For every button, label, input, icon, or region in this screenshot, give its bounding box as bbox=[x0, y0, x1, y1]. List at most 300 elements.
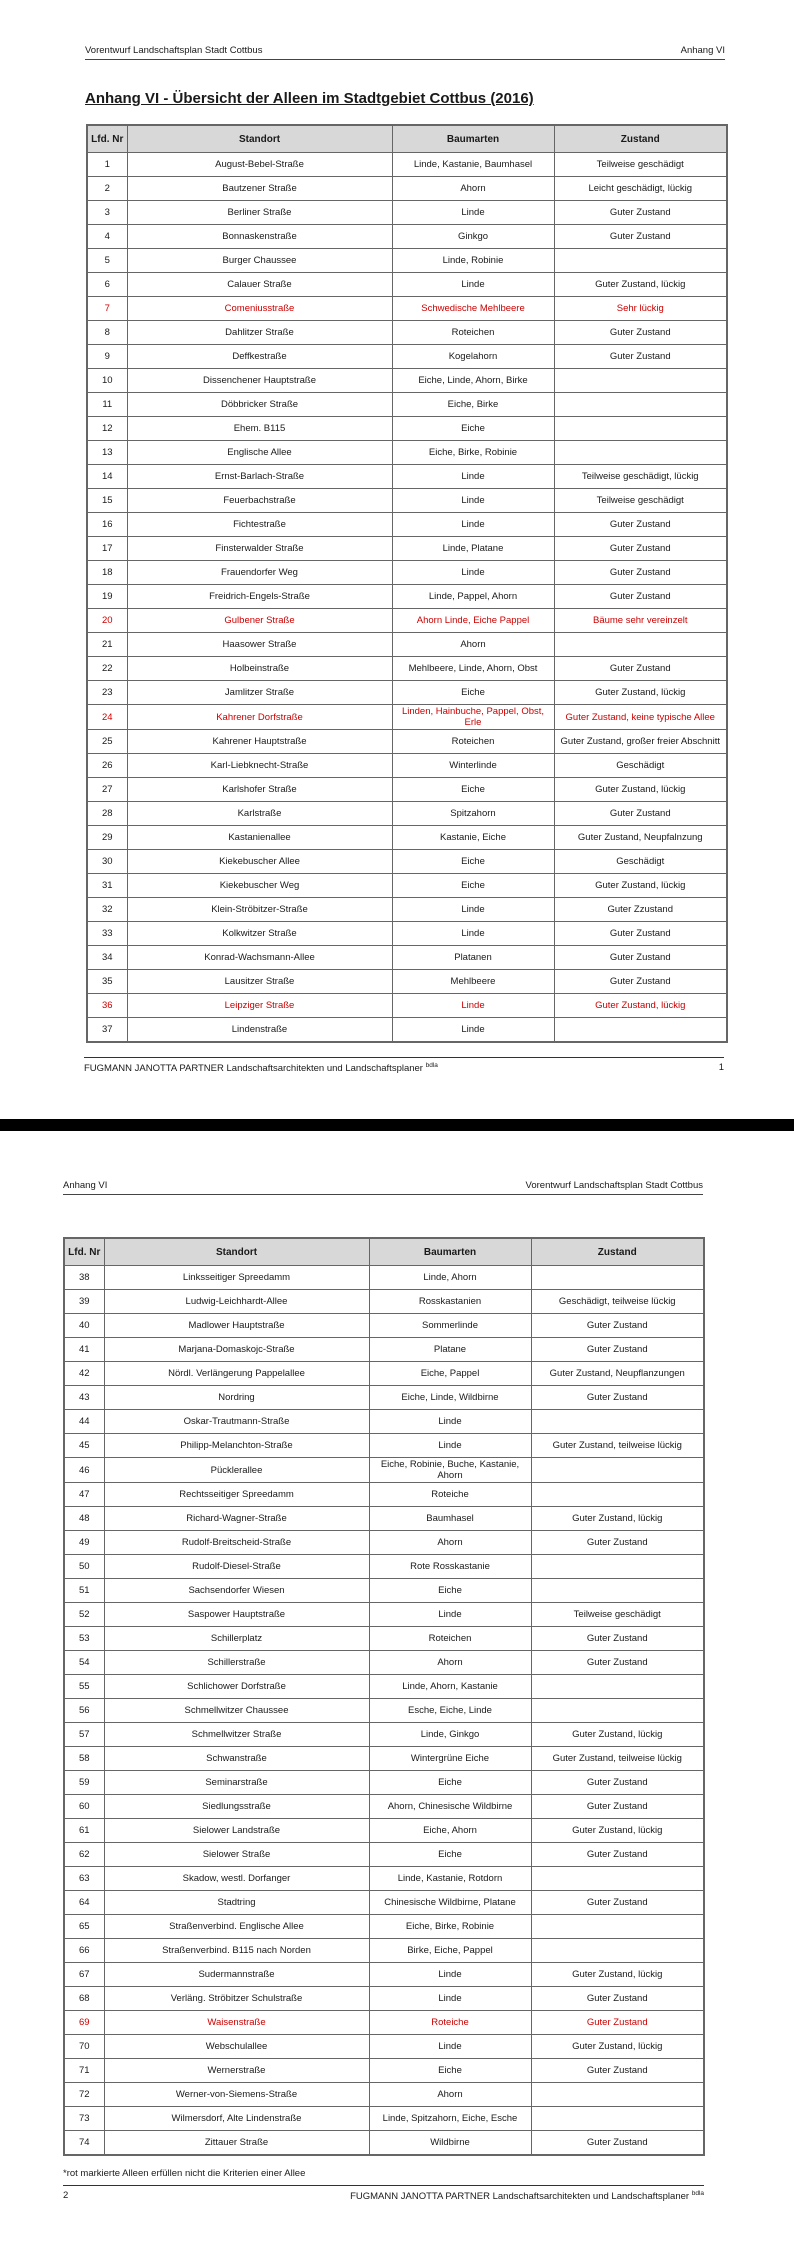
cell-baumarten: Winterlinde bbox=[392, 754, 554, 778]
cell-standort: Feuerbachstraße bbox=[127, 489, 392, 513]
cell-standort: Rudolf-Diesel-Straße bbox=[104, 1555, 369, 1579]
cell-nr: 63 bbox=[64, 1867, 104, 1891]
table-row bbox=[87, 681, 727, 705]
cell-nr: 22 bbox=[87, 657, 127, 681]
page-footer bbox=[84, 1057, 724, 1074]
cell-baumarten: Linde, Ahorn, Kastanie bbox=[369, 1675, 531, 1699]
cell-standort: Schmellwitzer Chaussee bbox=[104, 1699, 369, 1723]
cell-zustand bbox=[531, 1266, 704, 1290]
column-header-zustand: Zustand bbox=[531, 1238, 704, 1266]
cell-nr: 64 bbox=[64, 1891, 104, 1915]
footer-company-text: FUGMANN JANOTTA PARTNER Landschaftsarchitekten und Landschaftsplaner $^{bdla}$ bbox=[350, 2190, 704, 2203]
cell-baumarten: Ahorn Linde, Eiche Pappel bbox=[392, 609, 554, 633]
footer-superscript: bdla bbox=[425, 1062, 438, 1069]
cell-zustand bbox=[531, 1483, 704, 1507]
cell-zustand: Guter Zustand bbox=[554, 657, 727, 681]
cell-zustand bbox=[531, 1867, 704, 1891]
cell-baumarten: Baumhasel bbox=[369, 1507, 531, 1531]
cell-baumarten: Linde bbox=[369, 2035, 531, 2059]
header-right-text: Anhang VI bbox=[680, 45, 725, 56]
table-row bbox=[87, 201, 727, 225]
cell-standort: Fichtestraße bbox=[127, 513, 392, 537]
cell-zustand: Guter Zustand, lückig bbox=[531, 2035, 704, 2059]
cell-standort: Freidrich-Engels-Straße bbox=[127, 585, 392, 609]
cell-nr: 2 bbox=[87, 177, 127, 201]
table-row bbox=[87, 465, 727, 489]
cell-standort: Klein-Ströbitzer-Straße bbox=[127, 898, 392, 922]
cell-standort: Schmellwitzer Straße bbox=[104, 1723, 369, 1747]
cell-baumarten: Linden, Hainbuche, Pappel, Obst, Erle bbox=[392, 705, 554, 730]
table-row bbox=[87, 441, 727, 465]
table-row bbox=[64, 1723, 704, 1747]
table-row bbox=[64, 1338, 704, 1362]
cell-baumarten: Linde bbox=[369, 1987, 531, 2011]
table-row bbox=[87, 249, 727, 273]
cell-standort: Kolkwitzer Straße bbox=[127, 922, 392, 946]
cell-standort: Haasower Straße bbox=[127, 633, 392, 657]
cell-nr: 59 bbox=[64, 1771, 104, 1795]
cell-zustand: Guter Zustand, großer freier Abschnitt bbox=[554, 730, 727, 754]
cell-nr: 58 bbox=[64, 1747, 104, 1771]
cell-baumarten: Linde, Ginkgo bbox=[369, 1723, 531, 1747]
page-number: 1 bbox=[718, 1062, 724, 1073]
cell-nr: 37 bbox=[87, 1018, 127, 1043]
cell-nr: 18 bbox=[87, 561, 127, 585]
cell-baumarten: Linde bbox=[369, 1963, 531, 1987]
page-footer bbox=[63, 2185, 704, 2202]
cell-baumarten: Linde bbox=[392, 489, 554, 513]
cell-baumarten: Ahorn bbox=[392, 177, 554, 201]
cell-zustand bbox=[531, 1915, 704, 1939]
cell-baumarten: Linde, Platane bbox=[392, 537, 554, 561]
cell-standort: Calauer Straße bbox=[127, 273, 392, 297]
cell-standort: Sachsendorfer Wiesen bbox=[104, 1579, 369, 1603]
cell-standort: Gulbener Straße bbox=[127, 609, 392, 633]
cell-zustand bbox=[531, 1555, 704, 1579]
cell-zustand: Guter Zustand bbox=[531, 1338, 704, 1362]
cell-nr: 1 bbox=[87, 153, 127, 177]
cell-nr: 11 bbox=[87, 393, 127, 417]
table-row bbox=[64, 1362, 704, 1386]
table-row bbox=[64, 1410, 704, 1434]
cell-baumarten: Roteichen bbox=[369, 1627, 531, 1651]
cell-standort: Kahrener Dorfstraße bbox=[127, 705, 392, 730]
cell-nr: 69 bbox=[64, 2011, 104, 2035]
cell-nr: 44 bbox=[64, 1410, 104, 1434]
cell-nr: 25 bbox=[87, 730, 127, 754]
table-row bbox=[87, 705, 727, 730]
cell-zustand: Guter Zustand bbox=[531, 2059, 704, 2083]
cell-nr: 47 bbox=[64, 1483, 104, 1507]
cell-zustand: Guter Zustand, lückig bbox=[554, 778, 727, 802]
cell-nr: 5 bbox=[87, 249, 127, 273]
document-page-1 bbox=[0, 0, 794, 1119]
table-row bbox=[64, 1627, 704, 1651]
cell-standort: Schwanstraße bbox=[104, 1747, 369, 1771]
cell-zustand: Guter Zustand, lückig bbox=[554, 273, 727, 297]
cell-standort: Oskar-Trautmann-Straße bbox=[104, 1410, 369, 1434]
table-row bbox=[64, 1747, 704, 1771]
table-row bbox=[64, 1386, 704, 1410]
cell-nr: 42 bbox=[64, 1362, 104, 1386]
table-row bbox=[64, 1434, 704, 1458]
cell-zustand: Guter Zustand, Neupfalnzung bbox=[554, 826, 727, 850]
cell-nr: 66 bbox=[64, 1939, 104, 1963]
table-row bbox=[87, 345, 727, 369]
cell-nr: 7 bbox=[87, 297, 127, 321]
cell-zustand: Guter Zustand bbox=[554, 201, 727, 225]
table-row bbox=[87, 537, 727, 561]
cell-standort: Dissenchener Hauptstraße bbox=[127, 369, 392, 393]
footer-company-text: FUGMANN JANOTTA PARTNER Landschaftsarchitekten und Landschaftsplaner $^{bdla}$ bbox=[84, 1062, 438, 1075]
cell-zustand bbox=[554, 1018, 727, 1043]
cell-zustand: Guter Zustand bbox=[554, 802, 727, 826]
cell-baumarten: Eiche, Birke, Robinie bbox=[392, 441, 554, 465]
cell-nr: 61 bbox=[64, 1819, 104, 1843]
cell-standort: Jamlitzer Straße bbox=[127, 681, 392, 705]
column-header-standort: Standort bbox=[127, 125, 392, 153]
cell-baumarten: Linde, Pappel, Ahorn bbox=[392, 585, 554, 609]
cell-standort: Frauendorfer Weg bbox=[127, 561, 392, 585]
cell-standort: Wilmersdorf, Alte Lindenstraße bbox=[104, 2107, 369, 2131]
page-separator bbox=[0, 1119, 794, 1131]
cell-zustand: Guter Zustand, teilweise lückig bbox=[531, 1434, 704, 1458]
table-row bbox=[64, 1507, 704, 1531]
table-row bbox=[64, 1579, 704, 1603]
cell-baumarten: Linde bbox=[392, 561, 554, 585]
cell-baumarten: Kastanie, Eiche bbox=[392, 826, 554, 850]
cell-standort: Sielower Straße bbox=[104, 1843, 369, 1867]
cell-zustand: Guter Zustand bbox=[531, 1314, 704, 1338]
cell-standort: Seminarstraße bbox=[104, 1771, 369, 1795]
cell-standort: Siedlungsstraße bbox=[104, 1795, 369, 1819]
cell-nr: 39 bbox=[64, 1290, 104, 1314]
cell-nr: 24 bbox=[87, 705, 127, 730]
cell-baumarten: Linde, Ahorn bbox=[369, 1266, 531, 1290]
table-row bbox=[87, 393, 727, 417]
column-header-lfd-nr: Lfd. Nr bbox=[87, 125, 127, 153]
cell-standort: Sudermannstraße bbox=[104, 1963, 369, 1987]
cell-zustand: Geschädigt, teilweise lückig bbox=[531, 1290, 704, 1314]
cell-zustand: Guter Zustand, keine typische Allee bbox=[554, 705, 727, 730]
cell-zustand: Guter Zustand bbox=[554, 345, 727, 369]
cell-standort: Kiekebuscher Allee bbox=[127, 850, 392, 874]
cell-nr: 73 bbox=[64, 2107, 104, 2131]
table-row bbox=[87, 273, 727, 297]
cell-standort: Burger Chaussee bbox=[127, 249, 392, 273]
table-row bbox=[64, 1603, 704, 1627]
table-row bbox=[87, 369, 727, 393]
table-row bbox=[64, 1675, 704, 1699]
table-row bbox=[87, 513, 727, 537]
header-left-text: Anhang VI bbox=[63, 1180, 108, 1191]
cell-nr: 67 bbox=[64, 1963, 104, 1987]
cell-standort: Konrad-Wachsmann-Allee bbox=[127, 946, 392, 970]
cell-baumarten: Linde bbox=[392, 922, 554, 946]
cell-standort: Nördl. Verlängerung Pappelallee bbox=[104, 1362, 369, 1386]
header-right-text: Vorentwurf Landschaftsplan Stadt Cottbus bbox=[525, 1180, 703, 1191]
table-row bbox=[87, 153, 727, 177]
cell-zustand: Sehr lückig bbox=[554, 297, 727, 321]
table-row bbox=[64, 2107, 704, 2131]
table-row bbox=[64, 2131, 704, 2156]
table-row bbox=[64, 1699, 704, 1723]
page-header bbox=[85, 45, 725, 60]
cell-baumarten: Eiche bbox=[392, 874, 554, 898]
cell-standort: Ehem. B115 bbox=[127, 417, 392, 441]
cell-zustand: Guter Zustand, lückig bbox=[554, 994, 727, 1018]
cell-zustand: Guter Zustand bbox=[531, 1771, 704, 1795]
cell-baumarten: Linde bbox=[392, 465, 554, 489]
cell-baumarten: Kogelahorn bbox=[392, 345, 554, 369]
cell-zustand: Guter Zustand bbox=[554, 225, 727, 249]
cell-standort: Ludwig-Leichhardt-Allee bbox=[104, 1290, 369, 1314]
column-header-baumarten: Baumarten bbox=[369, 1238, 531, 1266]
cell-nr: 4 bbox=[87, 225, 127, 249]
cell-baumarten: Eiche bbox=[392, 681, 554, 705]
cell-baumarten: Eiche, Linde, Ahorn, Birke bbox=[392, 369, 554, 393]
cell-nr: 68 bbox=[64, 1987, 104, 2011]
cell-baumarten: Eiche bbox=[369, 1771, 531, 1795]
cell-baumarten: Birke, Eiche, Pappel bbox=[369, 1939, 531, 1963]
cell-zustand: Guter Zustand bbox=[554, 321, 727, 345]
cell-nr: 10 bbox=[87, 369, 127, 393]
table-row bbox=[64, 1290, 704, 1314]
cell-standort: Lindenstraße bbox=[127, 1018, 392, 1043]
cell-standort: Philipp-Melanchton-Straße bbox=[104, 1434, 369, 1458]
cell-baumarten: Eiche, Pappel bbox=[369, 1362, 531, 1386]
cell-zustand: Guter Zustand bbox=[554, 922, 727, 946]
cell-nr: 16 bbox=[87, 513, 127, 537]
table-row bbox=[87, 802, 727, 826]
cell-zustand: Guter Zustand bbox=[554, 561, 727, 585]
cell-standort: Straßenverbind. B115 nach Norden bbox=[104, 1939, 369, 1963]
cell-standort: Leipziger Straße bbox=[127, 994, 392, 1018]
table-row bbox=[87, 489, 727, 513]
red-marking-footnote: *rot markierte Alleen erfüllen nicht die Kriterien einer Allee bbox=[63, 2168, 306, 2179]
cell-baumarten: Eiche bbox=[392, 417, 554, 441]
cell-standort: Zittauer Straße bbox=[104, 2131, 369, 2156]
cell-zustand: Guter Zustand, teilweise lückig bbox=[531, 1747, 704, 1771]
cell-nr: 29 bbox=[87, 826, 127, 850]
cell-standort: Deffkestraße bbox=[127, 345, 392, 369]
cell-standort: Sielower Landstraße bbox=[104, 1819, 369, 1843]
cell-zustand: Guter Zustand bbox=[554, 585, 727, 609]
page-header bbox=[63, 1180, 703, 1195]
table-row bbox=[87, 730, 727, 754]
cell-zustand: Teilweise geschädigt bbox=[554, 489, 727, 513]
cell-nr: 33 bbox=[87, 922, 127, 946]
table-row bbox=[64, 1795, 704, 1819]
table-row bbox=[87, 874, 727, 898]
table-row bbox=[87, 321, 727, 345]
cell-standort: Ernst-Barlach-Straße bbox=[127, 465, 392, 489]
cell-standort: Karlshofer Straße bbox=[127, 778, 392, 802]
cell-standort: Döbbricker Straße bbox=[127, 393, 392, 417]
table-row bbox=[87, 177, 727, 201]
cell-nr: 23 bbox=[87, 681, 127, 705]
table-row bbox=[87, 609, 727, 633]
cell-baumarten: Rote Rosskastanie bbox=[369, 1555, 531, 1579]
column-header-lfd-nr: Lfd. Nr bbox=[64, 1238, 104, 1266]
cell-baumarten: Platane bbox=[369, 1338, 531, 1362]
cell-zustand: Guter Zustand bbox=[531, 1651, 704, 1675]
cell-zustand: Guter Zustand, lückig bbox=[554, 681, 727, 705]
cell-baumarten: Ginkgo bbox=[392, 225, 554, 249]
cell-baumarten: Eiche, Robinie, Buche, Kastanie, Ahorn bbox=[369, 1458, 531, 1483]
cell-standort: Berliner Straße bbox=[127, 201, 392, 225]
cell-nr: 9 bbox=[87, 345, 127, 369]
cell-baumarten: Schwedische Mehlbeere bbox=[392, 297, 554, 321]
cell-baumarten: Linde bbox=[392, 273, 554, 297]
cell-standort: Holbeinstraße bbox=[127, 657, 392, 681]
cell-zustand: Guter Zustand, lückig bbox=[531, 1723, 704, 1747]
cell-nr: 19 bbox=[87, 585, 127, 609]
cell-zustand: Teilweise geschädigt, lückig bbox=[554, 465, 727, 489]
table-row bbox=[87, 922, 727, 946]
cell-baumarten: Linde bbox=[392, 1018, 554, 1043]
cell-standort: Karl-Liebknecht-Straße bbox=[127, 754, 392, 778]
cell-zustand bbox=[531, 1458, 704, 1483]
table-row bbox=[87, 633, 727, 657]
cell-standort: Englische Allee bbox=[127, 441, 392, 465]
cell-standort: Marjana-Domaskojc-Straße bbox=[104, 1338, 369, 1362]
cell-standort: Stadtring bbox=[104, 1891, 369, 1915]
cell-nr: 17 bbox=[87, 537, 127, 561]
cell-standort: Lausitzer Straße bbox=[127, 970, 392, 994]
cell-standort: Werner-von-Siemens-Straße bbox=[104, 2083, 369, 2107]
cell-baumarten: Roteiche bbox=[369, 2011, 531, 2035]
cell-zustand bbox=[554, 441, 727, 465]
cell-nr: 3 bbox=[87, 201, 127, 225]
cell-baumarten: Mehlbeere, Linde, Ahorn, Obst bbox=[392, 657, 554, 681]
cell-standort: Waisenstraße bbox=[104, 2011, 369, 2035]
table-row bbox=[64, 1915, 704, 1939]
cell-baumarten: Ahorn bbox=[392, 633, 554, 657]
cell-nr: 32 bbox=[87, 898, 127, 922]
table-row bbox=[64, 2035, 704, 2059]
cell-nr: 41 bbox=[64, 1338, 104, 1362]
table-row bbox=[64, 1555, 704, 1579]
cell-zustand: Geschädigt bbox=[554, 754, 727, 778]
table-row bbox=[87, 417, 727, 441]
cell-nr: 52 bbox=[64, 1603, 104, 1627]
cell-baumarten: Linde bbox=[392, 201, 554, 225]
table-row bbox=[87, 850, 727, 874]
cell-zustand: Guter Zustand bbox=[554, 970, 727, 994]
cell-zustand: Guter Zzustand bbox=[554, 898, 727, 922]
cell-nr: 36 bbox=[87, 994, 127, 1018]
cell-baumarten: Platanen bbox=[392, 946, 554, 970]
cell-baumarten: Mehlbeere bbox=[392, 970, 554, 994]
cell-zustand bbox=[531, 1579, 704, 1603]
cell-nr: 60 bbox=[64, 1795, 104, 1819]
cell-baumarten: Eiche bbox=[369, 1579, 531, 1603]
cell-standort: Finsterwalder Straße bbox=[127, 537, 392, 561]
cell-zustand bbox=[531, 1410, 704, 1434]
table-row bbox=[64, 1819, 704, 1843]
table-row bbox=[87, 826, 727, 850]
table-row bbox=[64, 1891, 704, 1915]
cell-nr: 13 bbox=[87, 441, 127, 465]
cell-standort: Schillerplatz bbox=[104, 1627, 369, 1651]
cell-baumarten: Ahorn bbox=[369, 1651, 531, 1675]
cell-nr: 57 bbox=[64, 1723, 104, 1747]
cell-nr: 6 bbox=[87, 273, 127, 297]
cell-nr: 15 bbox=[87, 489, 127, 513]
cell-zustand: Guter Zustand bbox=[554, 537, 727, 561]
cell-nr: 40 bbox=[64, 1314, 104, 1338]
cell-zustand: Teilweise geschädigt bbox=[531, 1603, 704, 1627]
cell-zustand: Guter Zustand bbox=[531, 2131, 704, 2156]
column-header-baumarten: Baumarten bbox=[392, 125, 554, 153]
table-row bbox=[64, 2059, 704, 2083]
cell-baumarten: Ahorn bbox=[369, 1531, 531, 1555]
cell-nr: 28 bbox=[87, 802, 127, 826]
cell-zustand: Guter Zustand bbox=[554, 946, 727, 970]
allee-table-page2 bbox=[63, 1237, 705, 2156]
cell-zustand: Guter Zustand, lückig bbox=[554, 874, 727, 898]
cell-nr: 72 bbox=[64, 2083, 104, 2107]
table-row bbox=[87, 1018, 727, 1043]
cell-baumarten: Roteichen bbox=[392, 321, 554, 345]
table-row bbox=[64, 1458, 704, 1483]
table-row bbox=[87, 994, 727, 1018]
cell-baumarten: Eiche, Birke bbox=[392, 393, 554, 417]
cell-standort: Pücklerallee bbox=[104, 1458, 369, 1483]
cell-baumarten: Linde bbox=[369, 1410, 531, 1434]
document-page-2 bbox=[0, 1131, 794, 2251]
cell-standort: Webschulallee bbox=[104, 2035, 369, 2059]
column-header-zustand: Zustand bbox=[554, 125, 727, 153]
cell-zustand bbox=[554, 393, 727, 417]
table-row bbox=[64, 1867, 704, 1891]
cell-standort: Kastanienallee bbox=[127, 826, 392, 850]
cell-standort: Linksseitiger Spreedamm bbox=[104, 1266, 369, 1290]
cell-nr: 46 bbox=[64, 1458, 104, 1483]
cell-nr: 65 bbox=[64, 1915, 104, 1939]
cell-nr: 21 bbox=[87, 633, 127, 657]
cell-standort: Verläng. Ströbitzer Schulstraße bbox=[104, 1987, 369, 2011]
cell-nr: 51 bbox=[64, 1579, 104, 1603]
cell-standort: Bonnaskenstraße bbox=[127, 225, 392, 249]
cell-zustand: Guter Zustand bbox=[531, 1795, 704, 1819]
cell-zustand: Guter Zustand, lückig bbox=[531, 1819, 704, 1843]
table-row bbox=[64, 1939, 704, 1963]
cell-zustand bbox=[531, 1675, 704, 1699]
cell-nr: 53 bbox=[64, 1627, 104, 1651]
cell-zustand: Leicht geschädigt, lückig bbox=[554, 177, 727, 201]
table-header-row bbox=[87, 125, 727, 153]
cell-nr: 26 bbox=[87, 754, 127, 778]
cell-standort: Schlichower Dorfstraße bbox=[104, 1675, 369, 1699]
document-title: Anhang VI - Übersicht der Alleen im Stadtgebiet Cottbus (2016) bbox=[85, 90, 534, 107]
cell-baumarten: Ahorn, Chinesische Wildbirne bbox=[369, 1795, 531, 1819]
cell-baumarten: Wildbirne bbox=[369, 2131, 531, 2156]
cell-zustand: Geschädigt bbox=[554, 850, 727, 874]
cell-standort: Straßenverbind. Englische Allee bbox=[104, 1915, 369, 1939]
cell-zustand bbox=[531, 1699, 704, 1723]
column-header-standort: Standort bbox=[104, 1238, 369, 1266]
table-header-row bbox=[64, 1238, 704, 1266]
table-row bbox=[87, 297, 727, 321]
cell-baumarten: Eiche bbox=[392, 778, 554, 802]
table-row bbox=[87, 946, 727, 970]
cell-baumarten: Esche, Eiche, Linde bbox=[369, 1699, 531, 1723]
cell-standort: Richard-Wagner-Straße bbox=[104, 1507, 369, 1531]
cell-nr: 74 bbox=[64, 2131, 104, 2156]
cell-nr: 56 bbox=[64, 1699, 104, 1723]
